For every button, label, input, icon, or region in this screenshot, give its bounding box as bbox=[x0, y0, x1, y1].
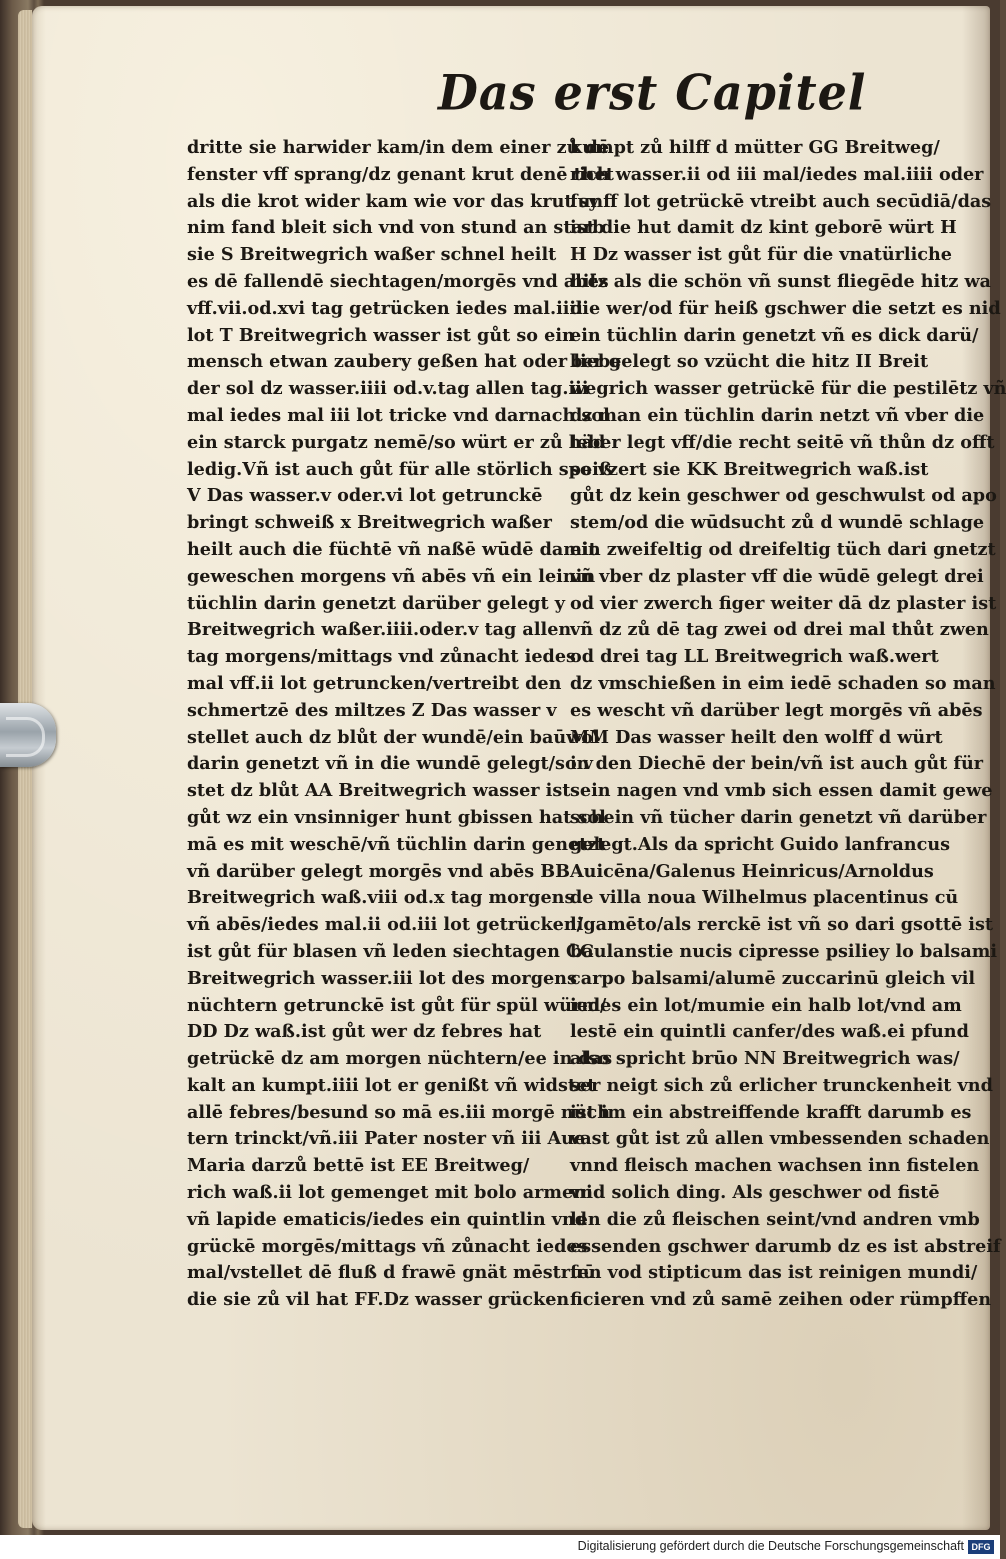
text-line: ist die hut damit dz kint geborē würt H bbox=[570, 217, 957, 239]
text-line: MM Das wasser heilt den wolff d würt bbox=[570, 726, 943, 748]
text-line: carpo balsami/alumē zuccarinū gleich vil bbox=[570, 967, 976, 989]
text-line: nüchtern getrunckē ist gůt für spül würm/ bbox=[187, 994, 607, 1016]
text-line: geweschen morgens vñ abēs vñ ein leinin bbox=[187, 565, 596, 587]
text-line: sein nagen vnd vmb sich essen damit gewe bbox=[570, 780, 993, 802]
text-line: vnd solich ding. Als geschwer od fistē bbox=[570, 1182, 940, 1204]
text-line: mal vff.ii lot getruncken/vertreibt den bbox=[187, 672, 562, 694]
text-line: Breitwegrich waßer.iiii.oder.v tag allen bbox=[187, 619, 572, 641]
text-line: es dē fallendē siechtagen/morgēs vnd abēs bbox=[187, 270, 609, 292]
funding-notice: Digitalisierung gefördert durch die Deutsche Forschungsgemeinschaft bbox=[577, 1539, 964, 1553]
text-line: vñ vber dz plaster vff die wūdē gelegt drei bbox=[570, 565, 984, 587]
text-line: stem/od die wūdsucht zů d wundē schlage bbox=[570, 512, 985, 534]
text-line: heilt auch die füchtē vñ naßē wūdē damit bbox=[187, 538, 597, 560]
text-line: fen vod stipticum das ist reinigen mundi/ bbox=[570, 1262, 978, 1284]
text-line: bringt schweiß x Breitwegrich waßer bbox=[187, 512, 552, 534]
text-line: ein starck purgatz nemē/so würt er zů häd bbox=[187, 431, 606, 453]
text-line: ber gelegt so vzücht die hitz II Breit bbox=[570, 351, 929, 373]
dfg-logo-icon: DFG bbox=[968, 1540, 994, 1554]
text-line: lot T Breitwegrich wasser ist gůt so ein bbox=[187, 324, 575, 346]
text-line: ficieren vnd zů samē zeihen oder rümpffen bbox=[570, 1289, 992, 1311]
text-line: essenden gschwer darumb dz es ist abstreif bbox=[570, 1235, 1001, 1257]
text-line: gůt wz ein vnsinniger hunt gbissen hat sol bbox=[187, 806, 606, 828]
text-line: len die zů fleischen seint/vnd andren vmb bbox=[570, 1208, 980, 1230]
text-line: ein tüchlin darin genetzt vñ es dick darü/ bbox=[570, 324, 979, 346]
text-line: de villa noua Wilhelmus placentinus cū bbox=[570, 887, 959, 909]
text-line: iedes ein lot/mumie ein halb lot/vnd am bbox=[570, 994, 962, 1016]
text-line: schmertzē des miltzes Z Das wasser v bbox=[187, 699, 557, 721]
text-line: sie S Breitwegrich waßer schnel heilt bbox=[187, 244, 557, 266]
text-line: also spricht brūo NN Breitwegrich was/ bbox=[570, 1048, 960, 1070]
text-line: Auicēna/Galenus Heinricus/Arnoldus bbox=[570, 860, 934, 882]
text-line: kumpt zů hilff d mütter GG Breitweg/ bbox=[570, 137, 940, 158]
text-line: gelegt.Als da spricht Guido lanfrancus bbox=[570, 833, 951, 855]
text-line: mal iedes mal iii lot tricke vnd darnach sol bbox=[187, 404, 610, 426]
running-head: Das erst Capitel bbox=[438, 64, 867, 121]
text-column-right bbox=[570, 135, 1006, 1314]
text-line: tag morgens/mittags vnd zůnacht iedes bbox=[187, 646, 576, 668]
text-line: ser neigt sich zů erlicher trunckenheit vnd bbox=[570, 1074, 993, 1096]
text-line: darin genetzt vñ in die wundē gelegt/so v bbox=[187, 753, 594, 775]
text-line: der sol dz wasser.iiii od.v.tag allen tag.iii bbox=[187, 378, 589, 400]
text-line: leber legt vff/die recht seitē vñ thůn dz offt bbox=[570, 431, 995, 453]
text-line: dz vmschießen in eim iedē schaden so man bbox=[570, 672, 996, 694]
text-line: Breitwegrich wasser.iii lot des morgens bbox=[187, 967, 577, 989]
text-line: getrückē dz am morgen nüchtern/ee in das bbox=[187, 1048, 613, 1070]
text-line: ligamēto/als rerckē ist vñ so dari gsottē ist bbox=[570, 914, 993, 936]
text-line: grückē morgēs/mittags vñ zůnacht iedes bbox=[187, 1235, 588, 1257]
text-line: kalt an kumpt.iiii lot er genißt vñ widstet bbox=[187, 1074, 596, 1096]
text-line: schein vñ tücher darin genetzt vñ darüber bbox=[570, 806, 987, 828]
text-line: mā es mit weschē/vñ tüchlin darin genetzt bbox=[187, 833, 606, 855]
text-line: vnnd fleisch machen wachsen inn fistelen bbox=[570, 1155, 980, 1177]
text-line: die wer/od für heiß gschwer die setzt es nid bbox=[570, 297, 1001, 319]
text-line: ist gůt für blasen vñ leden siechtagen CC bbox=[187, 940, 595, 962]
footer-bar bbox=[0, 1535, 1000, 1559]
text-line: gůt dz kein geschwer od geschwulst od apo bbox=[570, 485, 997, 507]
text-line: rich waß.ii lot gemenget mit bolo armeni bbox=[187, 1182, 593, 1204]
text-line: Breitwegrich waß.viii od.x tag morgens bbox=[187, 887, 575, 909]
text-line: vñ lapide ematicis/iedes ein quintlin vnd bbox=[187, 1208, 588, 1230]
text-line: rich wasser.ii od iii mal/iedes mal.iiii oder bbox=[570, 163, 984, 185]
text-line: mensch etwan zaubery geßen hat oder liebe bbox=[187, 351, 622, 373]
text-line: hitz als die schön vñ sunst fliegēde hitz wa bbox=[570, 270, 992, 292]
text-line: vast gůt ist zů allen vmbessenden schaden bbox=[570, 1128, 990, 1150]
text-line: ist im ein abstreiffende krafft darumb es bbox=[570, 1101, 972, 1123]
text-line: ein zweifeltig od dreifeltig tüch dari gnetzt bbox=[570, 538, 996, 560]
text-line: H Dz wasser ist gůt für die vnatürliche bbox=[570, 244, 952, 266]
text-line: fenster vff sprang/dz genant krut denē thet bbox=[187, 163, 614, 185]
text-line: vñ abēs/iedes mal.ii od.iii lot getrücken/ bbox=[187, 914, 584, 936]
text-line: die sie zů vil hat FF.Dz wasser grücken bbox=[187, 1289, 570, 1311]
text-line: funff lot getrückē vtreibt auch secūdiā/das bbox=[570, 190, 992, 212]
text-line: als die krot wider kam wie vor das krut sy bbox=[187, 190, 599, 212]
text-line: tüchlin darin genetzt darüber gelegt y bbox=[187, 592, 565, 614]
text-line: vff.vii.od.xvi tag getrücken iedes mal.iiii bbox=[187, 297, 583, 319]
text-line: dz man ein tüchlin darin netzt vñ vber die bbox=[570, 404, 985, 426]
text-line: od vier zwerch figer weiter dā dz plaster ist bbox=[570, 592, 997, 614]
text-line: mal/vstellet dē fluß d frawē gnät mēstruū bbox=[187, 1262, 596, 1284]
text-line: stet dz blůt AA Breitwegrich wasser ist bbox=[187, 780, 571, 802]
text-line: allē febres/besund so mā es.iii morgē nüch bbox=[187, 1101, 610, 1123]
text-line: dritte sie harwider kam/in dem einer zů dē bbox=[187, 137, 610, 158]
text-line: vñ dz zů dē tag zwei od drei mal thůt zwen bbox=[570, 619, 989, 641]
text-line: in den Diechē der bein/vñ ist auch gůt für bbox=[570, 753, 984, 775]
text-line: baulanstie nucis cipresse psiliey lo balsami bbox=[570, 940, 998, 962]
text-line: lestē ein quintli canfer/des waß.ei pfund bbox=[570, 1021, 969, 1043]
page-clip bbox=[0, 703, 56, 767]
text-line: tern trinckt/vñ.iii Pater noster vñ iii Aue bbox=[187, 1128, 586, 1150]
text-line: ledig.Vñ ist auch gůt für alle störlich speiß bbox=[187, 458, 613, 480]
text-line: wegrich wasser getrückē für die pestilētz vñ bbox=[570, 378, 1006, 400]
text-line: od drei tag LL Breitwegrich waß.wert bbox=[570, 646, 939, 668]
book-page-edges bbox=[18, 10, 32, 1528]
text-line: stellet auch dz blůt der wundē/ein baūwol bbox=[187, 726, 600, 748]
text-line: es wescht vñ darüber legt morgēs vñ abēs bbox=[570, 699, 983, 721]
text-line: DD Dz waß.ist gůt wer dz febres hat bbox=[187, 1021, 542, 1043]
text-line: so vzert sie KK Breitwegrich waß.ist bbox=[570, 458, 929, 480]
text-line: vñ darüber gelegt morgēs vnd abēs BB bbox=[187, 860, 570, 882]
text-line: nim fand bleit sich vnd von stund an starb bbox=[187, 217, 605, 239]
text-column-left bbox=[187, 135, 622, 1314]
text-line: Maria darzů bettē ist EE Breitweg/ bbox=[187, 1155, 530, 1177]
text-line: V Das wasser.v oder.vi lot getrunckē bbox=[187, 485, 543, 507]
